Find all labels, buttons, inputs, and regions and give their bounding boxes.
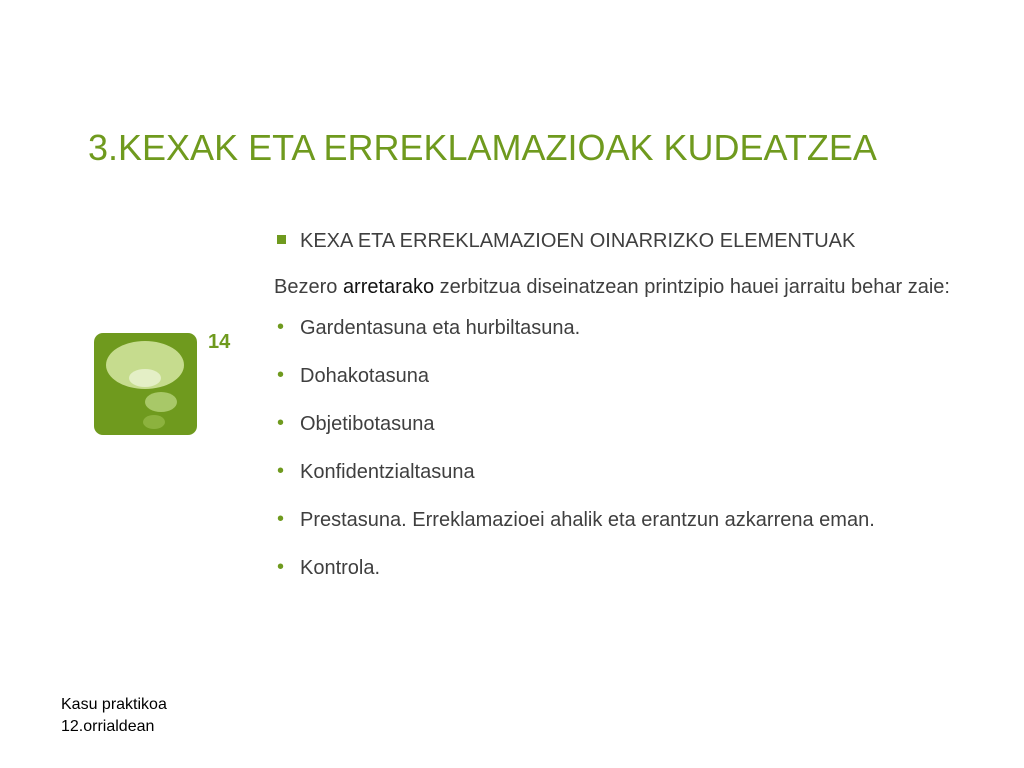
page-number: 14: [208, 331, 231, 353]
dot-bullet-icon: •: [277, 316, 285, 338]
intro-text-highlight: arretarako: [342, 276, 435, 298]
intro-text-end: zerbitzua diseinatzean printzipio hauei jarraitu behar zaie:: [434, 276, 950, 298]
list-item: [274, 461, 954, 484]
list-item: [274, 413, 954, 436]
section-heading-text: KEXA ETA ERREKLAMAZIOEN OINARRIZKO ELEMENTUAK: [300, 230, 856, 252]
list-item-text: Dohakotasuna: [300, 365, 429, 387]
list-item-text: Objetibotasuna: [300, 413, 435, 435]
dot-bullet-icon: •: [277, 412, 285, 434]
intro-text-start: Bezero: [274, 276, 343, 298]
section-heading: [274, 230, 954, 253]
slide-content: [274, 230, 954, 605]
list-item-text: Prestasuna. Erreklamazioei ahalik eta erantzun azkarrena eman.: [300, 509, 875, 531]
list-item: [274, 509, 954, 532]
list-item-text: Kontrola.: [300, 557, 381, 579]
list-item: [274, 557, 954, 580]
slide-title: 3.KEXAK ETA ERREKLAMAZIOAK KUDEATZEA: [88, 127, 877, 168]
intro-paragraph: [274, 276, 954, 299]
dot-bullet-icon: •: [277, 364, 285, 386]
list-item-text: Gardentasuna eta hurbiltasuna.: [300, 317, 581, 339]
square-bullet-icon: [277, 235, 286, 244]
footer-note: [61, 694, 167, 738]
list-item: [274, 317, 954, 340]
dot-bullet-icon: •: [277, 508, 285, 530]
footer-note-line1: Kasu praktikoa: [61, 696, 167, 713]
dot-bullet-icon: •: [277, 460, 285, 482]
principles-list: [274, 317, 954, 580]
footer-note-line2: 12.orrialdean: [61, 718, 155, 735]
list-item: [274, 365, 954, 388]
speech-bubbles-logo-icon: [94, 333, 197, 435]
dot-bullet-icon: •: [277, 556, 285, 578]
list-item-text: Konfidentzialtasuna: [300, 461, 475, 483]
